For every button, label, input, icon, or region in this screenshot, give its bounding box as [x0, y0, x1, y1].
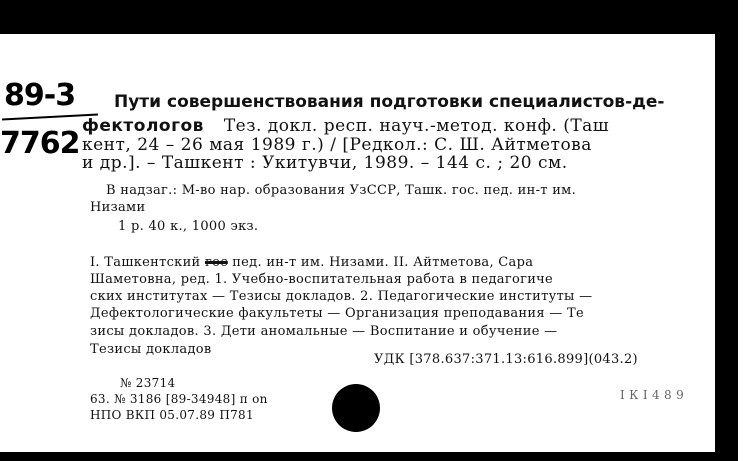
tracing-text: пед. ин-т им. Низами. II. Айтметова, Сара: [227, 255, 534, 270]
title-rest: Тез. докл. респ. науч.-метод. конф. (Таш: [223, 116, 610, 136]
shelfmark-bottom: 7762: [0, 126, 80, 161]
shelfmark-top: 89-3: [4, 78, 76, 113]
struck-text: гос: [204, 255, 228, 270]
tracing-line-6: Тезисы докладов: [90, 342, 212, 357]
tracing-line-1: [90, 255, 533, 270]
right-code: I К I 4 8 9: [620, 388, 685, 402]
note-line-1: В надзаг.: М-во нар. образования УзССР, Ташк. гос. пед. ин-т им.: [106, 183, 577, 198]
price-line: 1 р. 40 к., 1000 экз.: [118, 219, 259, 234]
udc-classification: УДК [378.637:371.13:616.899](043.2): [374, 352, 638, 367]
registration-line-3: НПО ВКП 05.07.89 П781: [90, 408, 254, 422]
imprint-line-1: кент, 24 – 26 мая 1989 г.) / [Редкол.: С. Ш. Айтметова: [82, 135, 592, 155]
scan-edge: [738, 0, 750, 461]
tracing-line-2: Шаметовна, ред. 1. Учебно-воспитательная работа в педагогиче: [90, 272, 554, 287]
title-line-2: [82, 116, 609, 136]
title-line-1: Пути совершенствования подготовки специалистов-де-: [114, 92, 665, 112]
registration-line-2: 63. № 3186 [89-34948] п on: [90, 392, 268, 406]
registration-number: № 23714: [120, 376, 176, 390]
tracing-text: I. Ташкентский: [90, 255, 205, 270]
tracing-line-5: зисы докладов. 3. Дети аномальные — Воспитание и обучение —: [90, 324, 558, 339]
tracing-line-3: ских институтах — Тезисы докладов. 2. Педагогические институты —: [90, 289, 593, 304]
title-continuation: фектологов: [82, 116, 204, 136]
punch-hole: [332, 384, 380, 432]
tracing-line-4: Дефектологические факультеты — Организация преподавания — Те: [90, 306, 584, 321]
imprint-line-2: и др.]. – Ташкент : Укитувчи, 1989. – 144 с. ; 20 см.: [82, 153, 568, 173]
note-line-2: Низами: [90, 200, 146, 215]
